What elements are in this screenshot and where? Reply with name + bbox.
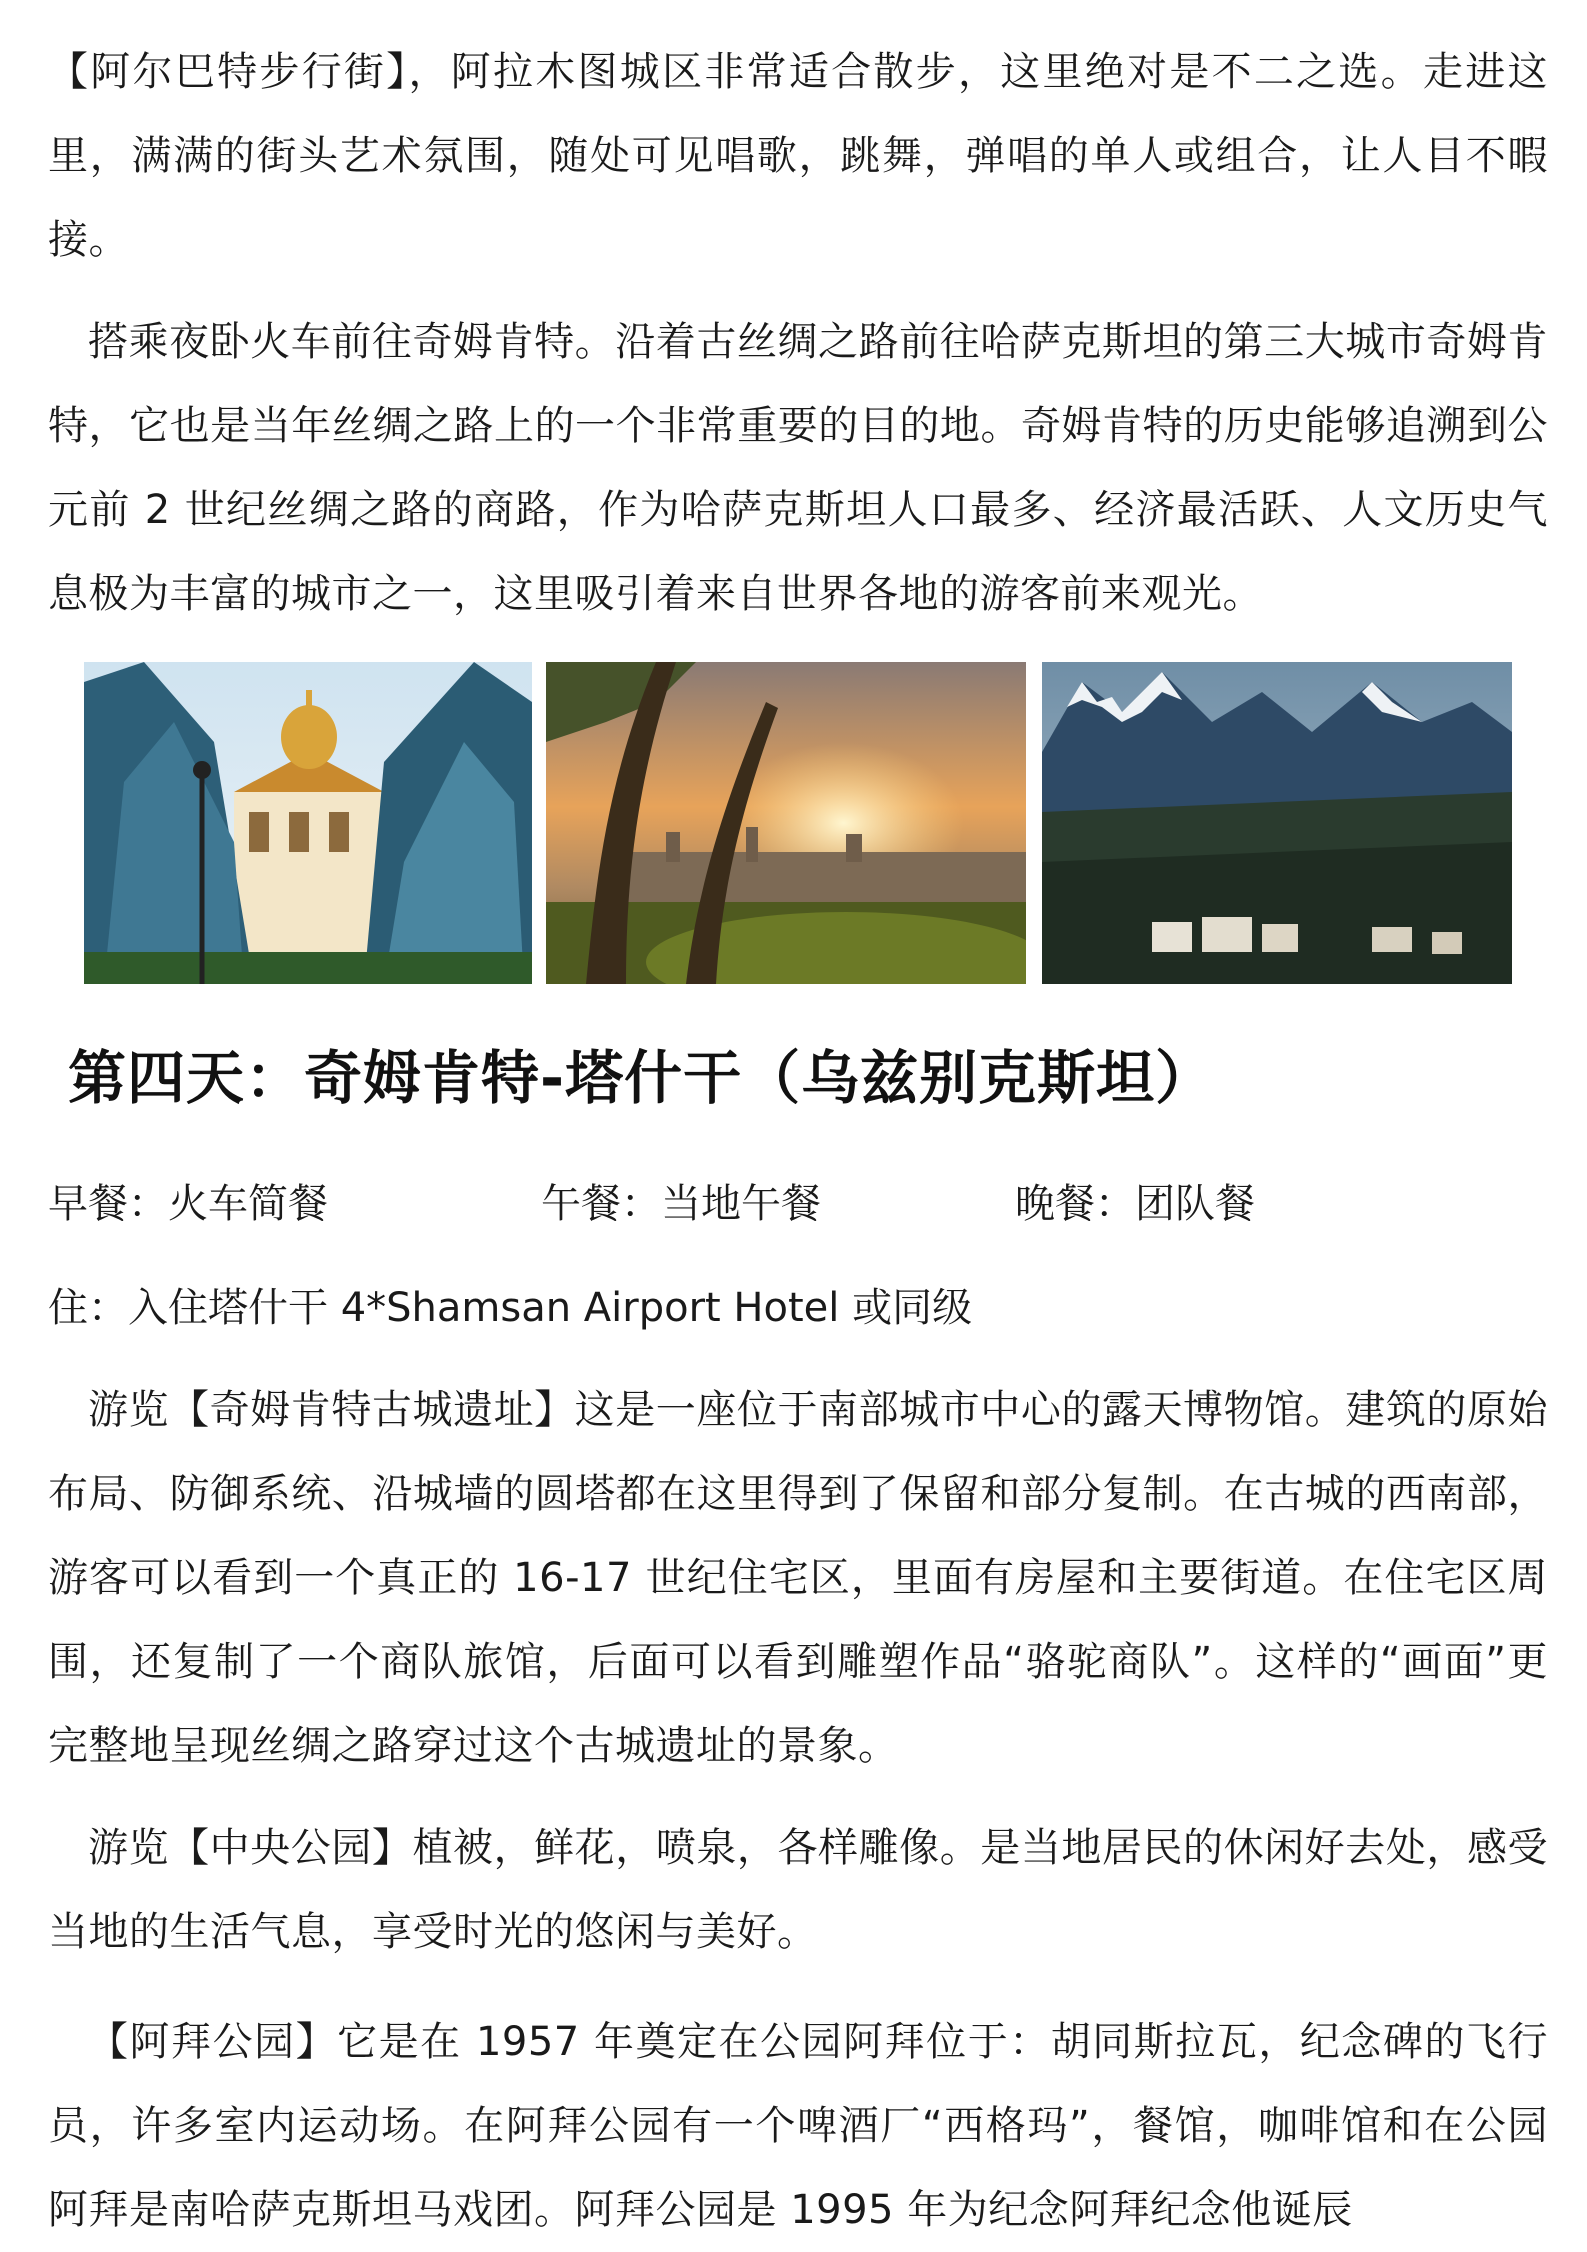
accommodation-info: 住：入住塔什干 4*Shamsan Airport Hotel 或同级 [48, 1285, 973, 1331]
mountain-city-photo-icon [1042, 662, 1512, 984]
meal-info-row [48, 1162, 1548, 1246]
sunset-city-photo-icon [546, 662, 1026, 984]
central-park-paragraph: 游览【中央公园】植被，鲜花，喷泉，各样雕像。是当地居民的休闲好去处，感受当地的生活气息，享受时光的悠闲与美好。 [48, 1825, 1548, 1955]
abai-park-paragraph: 【阿拜公园】它是在 1957 年奠定在公园阿拜位于：胡同斯拉瓦，纪念碑的飞行员，许多室内运动场。在阿拜公园有一个啤酒厂“西格玛”，餐馆，咖啡馆和在公园阿拜是南哈萨克斯坦马戏团。阿拜公园是 1995 年为纪念阿拜纪念他诞辰 [48, 2019, 1548, 2233]
arbat-street-paragraph: 【阿尔巴特步行街】，阿拉木图城区非常适合散步，这里绝对是不二之选。走进这里，满满的街头艺术氛围，随处可见唱歌，跳舞，弹唱的单人或组合，让人目不暇接。 [48, 49, 1548, 263]
lunch-info: 午餐：当地午餐 [541, 1181, 821, 1227]
night-train-paragraph: 搭乘夜卧火车前往奇姆肯特。沿着古丝绸之路前往哈萨克斯坦的第三大城市奇姆肯特，它也是当年丝绸之路上的一个非常重要的目的地。奇姆肯特的历史能够追溯到公元前 2 世纪丝绸之路的商路，作为哈萨克斯坦人口最多、经济最活跃、人文历史气息极为丰富的城市之一，这里吸引着来自世界各地的游客前来观光。 [48, 319, 1548, 617]
dinner-info: 晚餐：团队餐 [1015, 1181, 1255, 1227]
old-town-ruins-paragraph: 游览【奇姆肯特古城遗址】这是一座位于南部城市中心的露天博物馆。建筑的原始布局、防御系统、沿城墙的圆塔都在这里得到了保留和部分复制。在古城的西南部，游客可以看到一个真正的 16-17 世纪住宅区，里面有房屋和主要街道。在住宅区周围，还复制了一个商队旅馆，后面可以看到雕塑作品“骆驼商队”。这样的“画面”更完整地呈现丝绸之路穿过这个古城遗址的景象。 [48, 1387, 1548, 1769]
cathedral-photo-icon [84, 662, 532, 984]
breakfast-info: 早餐：火车简餐 [48, 1181, 328, 1227]
day-four-heading: 第四天：奇姆肯特-塔什干（乌兹别克斯坦） [68, 1044, 1215, 1112]
photo-strip [84, 662, 1512, 984]
